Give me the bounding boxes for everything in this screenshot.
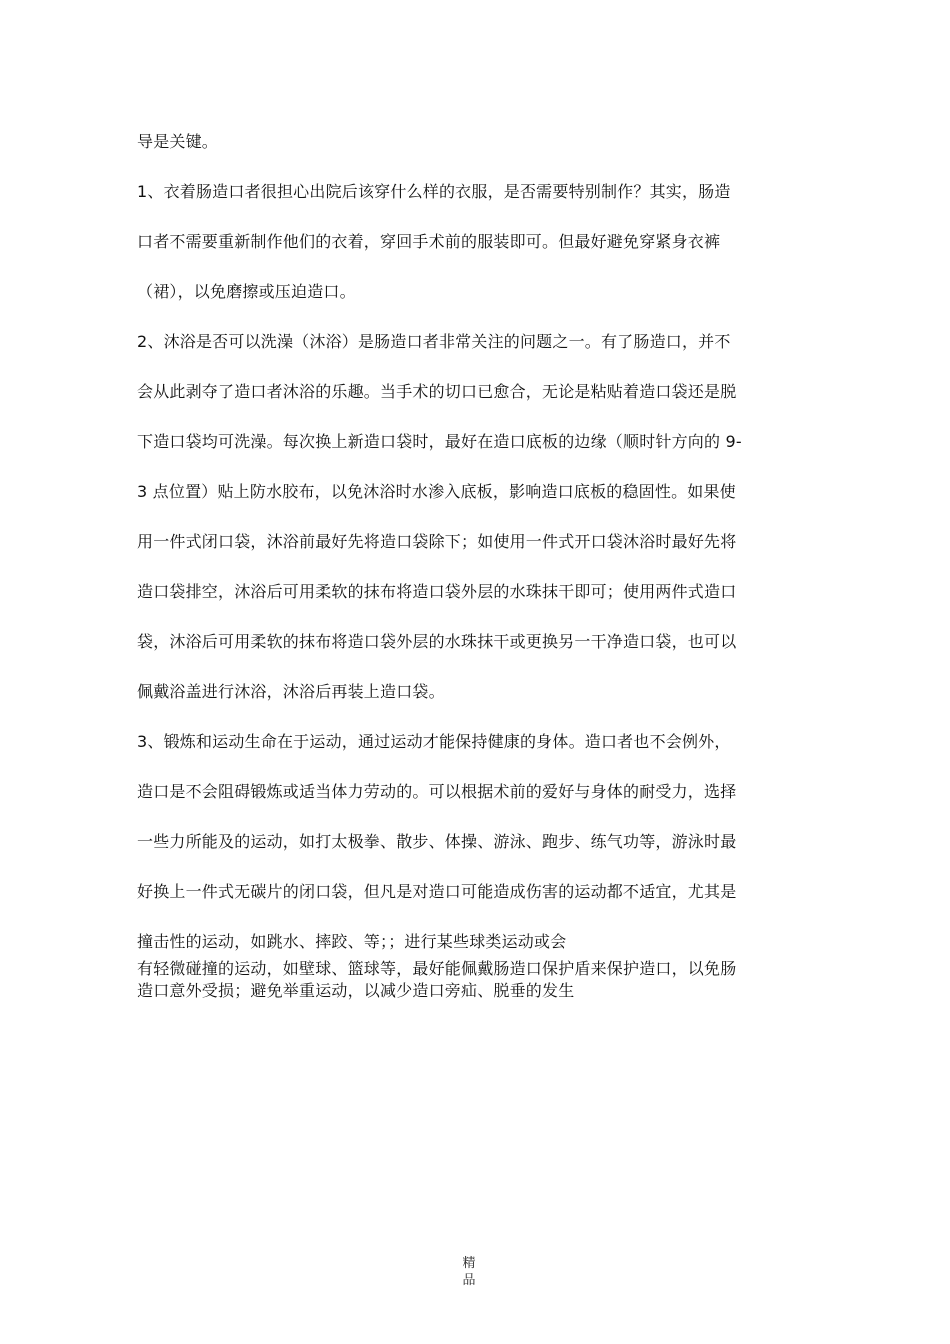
text-line-4: （裙），以免磨擦或压迫造口。 <box>137 282 356 301</box>
text-line-13: 3、锻炼和运动生命在于运动，通过运动才能保持健康的身体。造口者也不会例外， <box>137 732 731 751</box>
text-line-16: 好换上一件式无碳片的闭口袋，但凡是对造口可能造成伤害的运动都不适宜，尤其是 <box>137 882 737 901</box>
text-line-7: 下造口袋均可洗澡。每次换上新造口袋时，最好在造口底板的边缘（顺时针方向的 9- <box>137 432 742 451</box>
text-line-12: 佩戴浴盖进行沐浴，沐浴后再装上造口袋。 <box>137 682 445 701</box>
text-line-5: 2、沐浴是否可以洗澡（沐浴）是肠造口者非常关注的问题之一。有了肠造口，并不 <box>137 332 731 351</box>
text-line-14: 造口是不会阻碍锻炼或适当体力劳动的。可以根据术前的爱好与身体的耐受力，选择 <box>137 782 737 801</box>
footer-char-1: 精 <box>462 1256 476 1271</box>
text-line-1: 导是关键。 <box>137 132 219 151</box>
text-line-11: 袋，沐浴后可用柔软的抹布将造口袋外层的水珠抹干或更换另一干净造口袋，也可以 <box>137 632 737 651</box>
text-line-18: 有轻微碰撞的运动，如壁球、篮球等，最好能佩戴肠造口保护盾来保护造口，以免肠 <box>137 959 737 978</box>
text-line-17: 撞击性的运动，如跳水、摔跤、等；；进行某些球类运动或会 <box>137 932 567 951</box>
text-line-15: 一些力所能及的运动，如打太极拳、散步、体操、游泳、跑步、练气功等，游泳时最 <box>137 832 737 851</box>
text-line-6: 会从此剥夺了造口者沐浴的乐趣。当手术的切口已愈合，无论是粘贴着造口袋还是脱 <box>137 382 737 401</box>
footer-char-2: 品 <box>462 1273 476 1288</box>
text-line-19: 造口意外受损；避免举重运动，以减少造口旁疝、脱垂的发生 <box>137 981 575 1000</box>
text-line-10: 造口袋排空，沐浴后可用柔软的抹布将造口袋外层的水珠抹干即可；使用两件式造口 <box>137 582 737 601</box>
footer-mark <box>461 1255 477 1289</box>
text-line-8: 3 点位置）贴上防水胶布，以免沐浴时水渗入底板，影响造口底板的稳固性。如果使 <box>137 482 736 501</box>
text-line-9: 用一件式闭口袋，沐浴前最好先将造口袋除下；如使用一件式开口袋沐浴时最好先将 <box>137 532 737 551</box>
text-line-3: 口者不需要重新制作他们的衣着，穿回手术前的服装即可。但最好避免穿紧身衣裤 <box>137 232 721 251</box>
text-line-2: 1、衣着肠造口者很担心出院后该穿什么样的衣服，是否需要特别制作？其实，肠造 <box>137 182 731 201</box>
